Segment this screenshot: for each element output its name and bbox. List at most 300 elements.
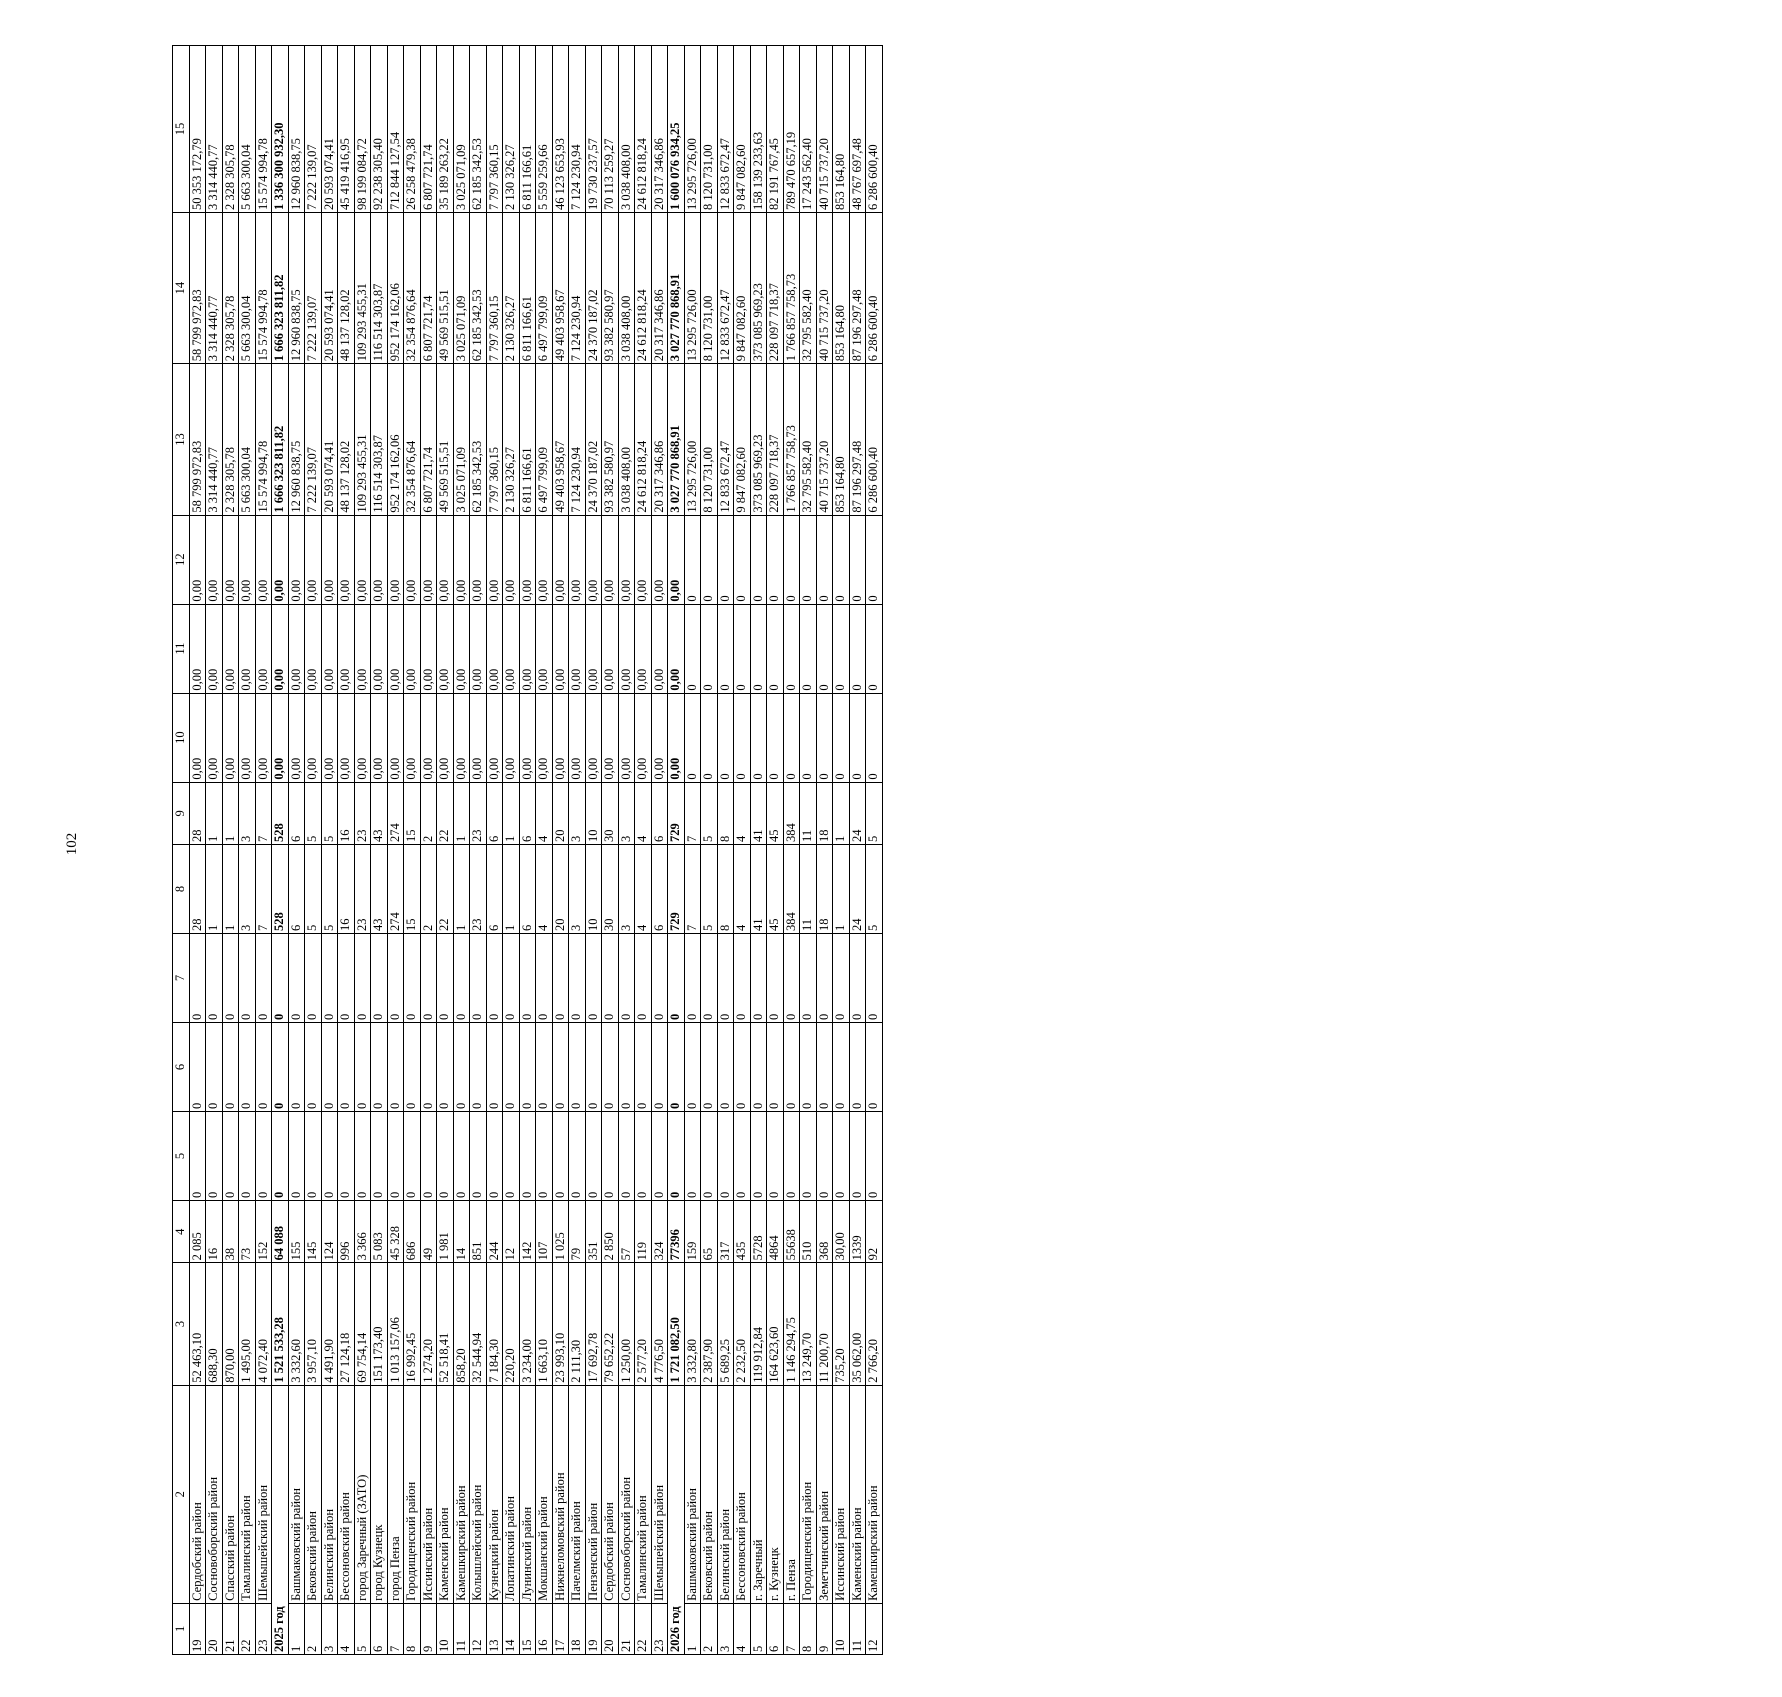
table-cell: 7 222 139,07 <box>305 46 322 213</box>
table-row <box>519 46 536 1655</box>
table-cell: 22 <box>437 844 454 933</box>
table-cell: 0 <box>503 1023 520 1112</box>
table-row <box>783 46 800 1655</box>
table-cell: 32 354 876,64 <box>404 212 421 363</box>
table-cell: 0 <box>684 604 701 693</box>
table-row <box>767 46 784 1655</box>
table-row <box>585 46 602 1655</box>
row-index-cell: 5 <box>750 1603 767 1654</box>
table-cell: 1 521 533,28 <box>272 1263 289 1385</box>
table-cell: 18 <box>816 844 833 933</box>
table-cell: 4 <box>536 782 553 844</box>
table-cell: 0,00 <box>519 604 536 693</box>
table-cell: 0 <box>734 515 751 604</box>
table-cell: 45 <box>767 782 784 844</box>
table-cell: 0 <box>816 1023 833 1112</box>
table-cell: 0 <box>272 1023 289 1112</box>
table-cell: 0,00 <box>519 515 536 604</box>
table-cell: 0 <box>849 604 866 693</box>
table-cell: 0 <box>783 1023 800 1112</box>
table-cell: 0 <box>750 1023 767 1112</box>
table-cell: 16 992,45 <box>404 1263 421 1385</box>
year-total-label: 2025 год <box>272 1385 289 1654</box>
table-cell: 40 715 737,20 <box>816 364 833 515</box>
district-name-cell: Башмаковский район <box>684 1385 701 1603</box>
table-cell: 23 <box>470 844 487 933</box>
table-cell: 7 124 230,94 <box>569 364 586 515</box>
table-cell: 870,00 <box>222 1263 239 1385</box>
row-index-cell: 20 <box>206 1603 223 1654</box>
table-cell: 735,20 <box>833 1263 850 1385</box>
table-cell: 0,00 <box>321 515 338 604</box>
table-cell: 0 <box>206 933 223 1022</box>
table-cell: 0,00 <box>668 693 685 782</box>
table-cell: 0 <box>701 693 718 782</box>
table-cell: 0 <box>833 1112 850 1201</box>
row-index-cell: 23 <box>651 1603 668 1654</box>
table-cell: 8 120 731,00 <box>701 212 718 363</box>
table-cell: 0,00 <box>503 515 520 604</box>
district-name-cell: Спасский район <box>222 1385 239 1603</box>
table-cell: 0,00 <box>338 693 355 782</box>
table-cell: 0,00 <box>536 693 553 782</box>
table-row <box>800 46 817 1655</box>
table-cell: 0 <box>354 1112 371 1201</box>
table-cell: 0,00 <box>453 604 470 693</box>
column-header: 10 <box>173 693 190 782</box>
table-cell: 0 <box>420 1023 437 1112</box>
table-cell: 0 <box>222 933 239 1022</box>
table-cell: 0 <box>585 1023 602 1112</box>
table-cell: 0 <box>734 1023 751 1112</box>
district-name-cell: Шемышейский район <box>255 1385 272 1603</box>
table-cell: 220,20 <box>503 1263 520 1385</box>
table-cell: 6 811 166,61 <box>519 46 536 213</box>
table-cell: 853 164,80 <box>833 212 850 363</box>
table-cell: 0 <box>635 933 652 1022</box>
table-cell: 2 130 326,27 <box>503 212 520 363</box>
data-table <box>172 45 883 1655</box>
table-cell: 1 <box>222 782 239 844</box>
table-cell: 6 <box>651 844 668 933</box>
table-cell: 0 <box>783 693 800 782</box>
table-cell: 3 <box>618 782 635 844</box>
table-cell: 1 336 300 932,30 <box>272 46 289 213</box>
district-name-cell: Сердобский район <box>189 1385 206 1603</box>
table-cell: 35 189 263,22 <box>437 46 454 213</box>
table-cell: 15 <box>404 782 421 844</box>
table-cell: 0,00 <box>536 604 553 693</box>
table-cell: 0,00 <box>255 693 272 782</box>
table-cell: 18 <box>816 782 833 844</box>
district-name-cell: город Пенза <box>387 1385 404 1603</box>
table-cell: 0,00 <box>585 515 602 604</box>
table-cell: 1 600 076 934,25 <box>668 46 685 213</box>
table-cell: 155 <box>288 1201 305 1263</box>
table-cell: 0,00 <box>255 604 272 693</box>
table-cell: 1 <box>206 782 223 844</box>
table-cell: 5 <box>701 844 718 933</box>
table-cell: 0 <box>618 1112 635 1201</box>
table-cell: 1 981 <box>437 1201 454 1263</box>
table-cell: 4 <box>635 782 652 844</box>
table-cell: 0 <box>701 933 718 1022</box>
table-cell: 158 139 233,63 <box>750 46 767 213</box>
table-cell: 58 799 972,83 <box>189 212 206 363</box>
table-cell: 0 <box>354 1023 371 1112</box>
table-cell: 0 <box>767 933 784 1022</box>
table-cell: 0 <box>305 933 322 1022</box>
table-cell: 4 <box>536 844 553 933</box>
table-cell: 1 013 157,06 <box>387 1263 404 1385</box>
table-cell: 0,00 <box>206 515 223 604</box>
table-cell: 0 <box>701 1112 718 1201</box>
column-header: 4 <box>173 1201 190 1263</box>
year-total-row <box>668 46 685 1655</box>
table-cell: 23 993,10 <box>552 1263 569 1385</box>
table-cell: 2 577,20 <box>635 1263 652 1385</box>
table-cell: 6 807 721,74 <box>420 46 437 213</box>
table-cell: 0,00 <box>239 515 256 604</box>
table-cell: 0,00 <box>404 515 421 604</box>
table-cell: 0,00 <box>602 604 619 693</box>
table-cell: 32 795 582,40 <box>800 364 817 515</box>
table-cell: 145 <box>305 1201 322 1263</box>
table-cell: 0 <box>371 933 388 1022</box>
table-cell: 0,00 <box>668 515 685 604</box>
district-name-cell: Нижнеломовский район <box>552 1385 569 1603</box>
table-cell: 0 <box>602 1112 619 1201</box>
table-cell: 6 286 600,40 <box>866 364 883 515</box>
table-cell: 35 062,00 <box>849 1263 866 1385</box>
rotated-table-container <box>172 45 1782 1652</box>
row-index-cell: 9 <box>816 1603 833 1654</box>
table-cell: 109 293 455,31 <box>354 364 371 515</box>
table-cell: 1 <box>453 844 470 933</box>
district-name-cell: Городищенский район <box>800 1385 817 1603</box>
table-cell: 0 <box>668 1112 685 1201</box>
table-cell: 0 <box>519 1023 536 1112</box>
table-body <box>173 46 883 1655</box>
table-cell: 0,00 <box>569 693 586 782</box>
table-cell: 0 <box>833 515 850 604</box>
table-cell: 0,00 <box>321 604 338 693</box>
table-cell: 0,00 <box>272 693 289 782</box>
table-cell: 5 <box>305 844 322 933</box>
table-cell: 1 666 323 811,82 <box>272 364 289 515</box>
table-cell: 1 495,00 <box>239 1263 256 1385</box>
table-cell: 0,00 <box>305 604 322 693</box>
table-cell: 0 <box>470 1023 487 1112</box>
district-name-cell: Сердобский район <box>602 1385 619 1603</box>
table-cell: 87 196 297,48 <box>849 212 866 363</box>
table-cell: 0,00 <box>189 515 206 604</box>
table-cell: 4 <box>734 844 751 933</box>
table-cell: 0 <box>602 933 619 1022</box>
table-cell: 11 <box>800 782 817 844</box>
table-cell: 0 <box>684 1112 701 1201</box>
table-cell: 3 314 440,77 <box>206 46 223 213</box>
row-index-cell: 7 <box>783 1603 800 1654</box>
table-cell: 0 <box>503 933 520 1022</box>
table-cell: 853 164,80 <box>833 46 850 213</box>
district-name-cell: город Заречный (ЗАТО) <box>354 1385 371 1603</box>
table-cell: 0 <box>684 693 701 782</box>
table-cell: 1 146 294,75 <box>783 1263 800 1385</box>
table-cell: 0 <box>668 1023 685 1112</box>
table-cell: 43 <box>371 782 388 844</box>
table-cell: 0,00 <box>486 515 503 604</box>
district-name-cell: Лунинский район <box>519 1385 536 1603</box>
table-cell: 0 <box>750 604 767 693</box>
table-cell: 52 518,41 <box>437 1263 454 1385</box>
table-cell: 0,00 <box>536 515 553 604</box>
table-cell: 384 <box>783 782 800 844</box>
table-row <box>602 46 619 1655</box>
table-cell: 0 <box>734 693 751 782</box>
table-cell: 6 497 799,09 <box>536 212 553 363</box>
table-cell: 0 <box>585 1112 602 1201</box>
district-name-cell: Белинский район <box>717 1385 734 1603</box>
table-cell: 2 328 305,78 <box>222 212 239 363</box>
table-cell: 12 833 672,47 <box>717 46 734 213</box>
table-row <box>635 46 652 1655</box>
table-cell: 3 027 770 868,91 <box>668 212 685 363</box>
table-cell: 5 <box>866 782 883 844</box>
table-cell: 7 797 360,15 <box>486 364 503 515</box>
table-cell: 0 <box>255 1023 272 1112</box>
table-row <box>321 46 338 1655</box>
table-cell: 0 <box>701 1023 718 1112</box>
table-cell: 116 514 303,87 <box>371 212 388 363</box>
table-cell: 0,00 <box>437 515 454 604</box>
table-cell: 0 <box>354 933 371 1022</box>
table-cell: 3 038 408,00 <box>618 46 635 213</box>
table-cell: 0,00 <box>222 515 239 604</box>
table-cell: 0,00 <box>371 515 388 604</box>
table-cell: 0,00 <box>602 693 619 782</box>
table-cell: 351 <box>585 1201 602 1263</box>
table-row <box>849 46 866 1655</box>
table-cell: 32 544,94 <box>470 1263 487 1385</box>
table-cell: 0 <box>536 1023 553 1112</box>
column-header: 2 <box>173 1385 190 1603</box>
row-index-cell: 12 <box>470 1603 487 1654</box>
table-cell: 3 <box>239 782 256 844</box>
table-cell: 23 <box>354 782 371 844</box>
table-cell: 0,00 <box>569 604 586 693</box>
table-cell: 0 <box>321 1112 338 1201</box>
district-name-cell: Колышлейский район <box>470 1385 487 1603</box>
table-cell: 0 <box>866 693 883 782</box>
table-cell: 20 <box>552 844 569 933</box>
table-cell: 0,00 <box>470 693 487 782</box>
column-header: 14 <box>173 212 190 363</box>
table-cell: 0 <box>767 515 784 604</box>
table-row <box>338 46 355 1655</box>
table-cell: 0 <box>618 1023 635 1112</box>
table-cell: 0 <box>783 933 800 1022</box>
district-name-cell: Бессоновский район <box>734 1385 751 1603</box>
table-cell: 2 085 <box>189 1201 206 1263</box>
table-cell: 62 185 342,53 <box>470 46 487 213</box>
table-cell: 3 314 440,77 <box>206 364 223 515</box>
table-cell: 0 <box>816 693 833 782</box>
table-cell: 49 569 515,51 <box>437 212 454 363</box>
table-row <box>288 46 305 1655</box>
table-cell: 3 <box>569 844 586 933</box>
table-cell: 58 799 972,83 <box>189 364 206 515</box>
table-row <box>222 46 239 1655</box>
table-cell: 0 <box>717 515 734 604</box>
table-cell: 317 <box>717 1201 734 1263</box>
district-name-cell: Бековский район <box>305 1385 322 1603</box>
table-cell: 0,00 <box>272 515 289 604</box>
column-header: 12 <box>173 515 190 604</box>
table-cell: 32 354 876,64 <box>404 364 421 515</box>
table-cell: 0 <box>189 933 206 1022</box>
table-cell: 24 612 818,24 <box>635 46 652 213</box>
table-cell: 0 <box>833 1023 850 1112</box>
table-cell: 49 403 958,67 <box>552 212 569 363</box>
table-cell: 79 <box>569 1201 586 1263</box>
table-cell: 0 <box>866 604 883 693</box>
table-cell: 0 <box>668 933 685 1022</box>
column-header: 9 <box>173 782 190 844</box>
table-row <box>618 46 635 1655</box>
table-cell: 7 <box>255 782 272 844</box>
table-cell: 0 <box>321 1023 338 1112</box>
table-cell: 0,00 <box>453 515 470 604</box>
table-cell: 0 <box>387 933 404 1022</box>
row-index-cell: 6 <box>371 1603 388 1654</box>
table-cell: 0 <box>255 1112 272 1201</box>
table-cell: 62 185 342,53 <box>470 212 487 363</box>
table-cell: 10 <box>585 844 602 933</box>
table-cell: 3 <box>569 782 586 844</box>
table-cell: 729 <box>668 782 685 844</box>
table-cell: 124 <box>321 1201 338 1263</box>
table-cell: 1 <box>833 844 850 933</box>
table-cell: 0 <box>536 933 553 1022</box>
table-cell: 0 <box>734 604 751 693</box>
row-index-cell: 9 <box>420 1603 437 1654</box>
table-cell: 98 199 084,72 <box>354 46 371 213</box>
table-cell: 0 <box>734 1112 751 1201</box>
table-cell: 7 184,30 <box>486 1263 503 1385</box>
table-cell: 0 <box>206 1023 223 1112</box>
table-cell: 0 <box>206 1112 223 1201</box>
table-cell: 3 366 <box>354 1201 371 1263</box>
table-cell: 0 <box>338 933 355 1022</box>
table-cell: 0 <box>866 515 883 604</box>
table-cell: 119 912,84 <box>750 1263 767 1385</box>
table-cell: 1 766 857 758,73 <box>783 212 800 363</box>
table-cell: 0,00 <box>354 515 371 604</box>
table-cell: 0,00 <box>635 604 652 693</box>
table-cell: 0 <box>701 515 718 604</box>
table-cell: 93 382 580,97 <box>602 212 619 363</box>
table-cell: 0 <box>717 1112 734 1201</box>
table-cell: 6 <box>486 782 503 844</box>
table-cell: 1 <box>833 782 850 844</box>
row-index-cell: 4 <box>734 1603 751 1654</box>
table-row <box>354 46 371 1655</box>
table-cell: 7 222 139,07 <box>305 364 322 515</box>
table-cell: 0 <box>651 933 668 1022</box>
table-cell: 12 <box>503 1201 520 1263</box>
table-cell: 0,00 <box>206 604 223 693</box>
table-cell: 87 196 297,48 <box>849 364 866 515</box>
table-cell: 7 124 230,94 <box>569 46 586 213</box>
district-name-cell: г. Заречный <box>750 1385 767 1603</box>
table-cell: 0 <box>717 933 734 1022</box>
row-index-cell: 19 <box>585 1603 602 1654</box>
table-cell: 0 <box>338 1023 355 1112</box>
table-cell: 7 797 360,15 <box>486 212 503 363</box>
table-cell: 13 295 726,00 <box>684 212 701 363</box>
table-row <box>651 46 668 1655</box>
data-table-rotated <box>172 45 1034 1655</box>
table-cell: 6 <box>288 782 305 844</box>
table-cell: 0 <box>833 693 850 782</box>
table-cell: 6 807 721,74 <box>420 364 437 515</box>
table-cell: 24 370 187,02 <box>585 364 602 515</box>
table-cell: 0 <box>321 933 338 1022</box>
table-cell: 0 <box>189 1112 206 1201</box>
table-cell: 0,00 <box>486 604 503 693</box>
table-cell: 1 <box>453 782 470 844</box>
table-cell: 57 <box>618 1201 635 1263</box>
table-cell: 324 <box>651 1201 668 1263</box>
table-row <box>701 46 718 1655</box>
table-cell: 5 <box>321 844 338 933</box>
table-cell: 0 <box>453 933 470 1022</box>
table-cell: 1 274,20 <box>420 1263 437 1385</box>
table-row <box>387 46 404 1655</box>
table-row <box>453 46 470 1655</box>
table-cell: 6 <box>486 844 503 933</box>
table-cell: 15 574 994,78 <box>255 364 272 515</box>
table-cell: 1 <box>206 844 223 933</box>
table-cell: 0 <box>420 1112 437 1201</box>
table-cell: 32 795 582,40 <box>800 212 817 363</box>
table-cell: 0 <box>800 1023 817 1112</box>
table-row <box>717 46 734 1655</box>
table-cell: 0,00 <box>651 693 668 782</box>
table-cell: 0 <box>635 1112 652 1201</box>
table-row <box>536 46 553 1655</box>
page-number: 102 <box>64 832 80 856</box>
table-cell: 70 113 259,27 <box>602 46 619 213</box>
table-cell: 2 130 326,27 <box>503 46 520 213</box>
table-cell: 30,00 <box>833 1201 850 1263</box>
table-cell: 48 767 697,48 <box>849 46 866 213</box>
table-cell: 0,00 <box>552 604 569 693</box>
table-cell: 5 <box>866 844 883 933</box>
table-cell: 13 295 726,00 <box>684 364 701 515</box>
table-cell: 0 <box>635 1023 652 1112</box>
table-cell: 0,00 <box>618 604 635 693</box>
table-cell: 3 234,00 <box>519 1263 536 1385</box>
district-name-cell: Сосновоборский район <box>618 1385 635 1603</box>
table-cell: 0 <box>453 1023 470 1112</box>
table-cell: 19 730 237,57 <box>585 46 602 213</box>
table-cell: 62 185 342,53 <box>470 364 487 515</box>
table-cell: 24 370 187,02 <box>585 212 602 363</box>
table-cell: 996 <box>338 1201 355 1263</box>
table-cell: 0 <box>684 1023 701 1112</box>
